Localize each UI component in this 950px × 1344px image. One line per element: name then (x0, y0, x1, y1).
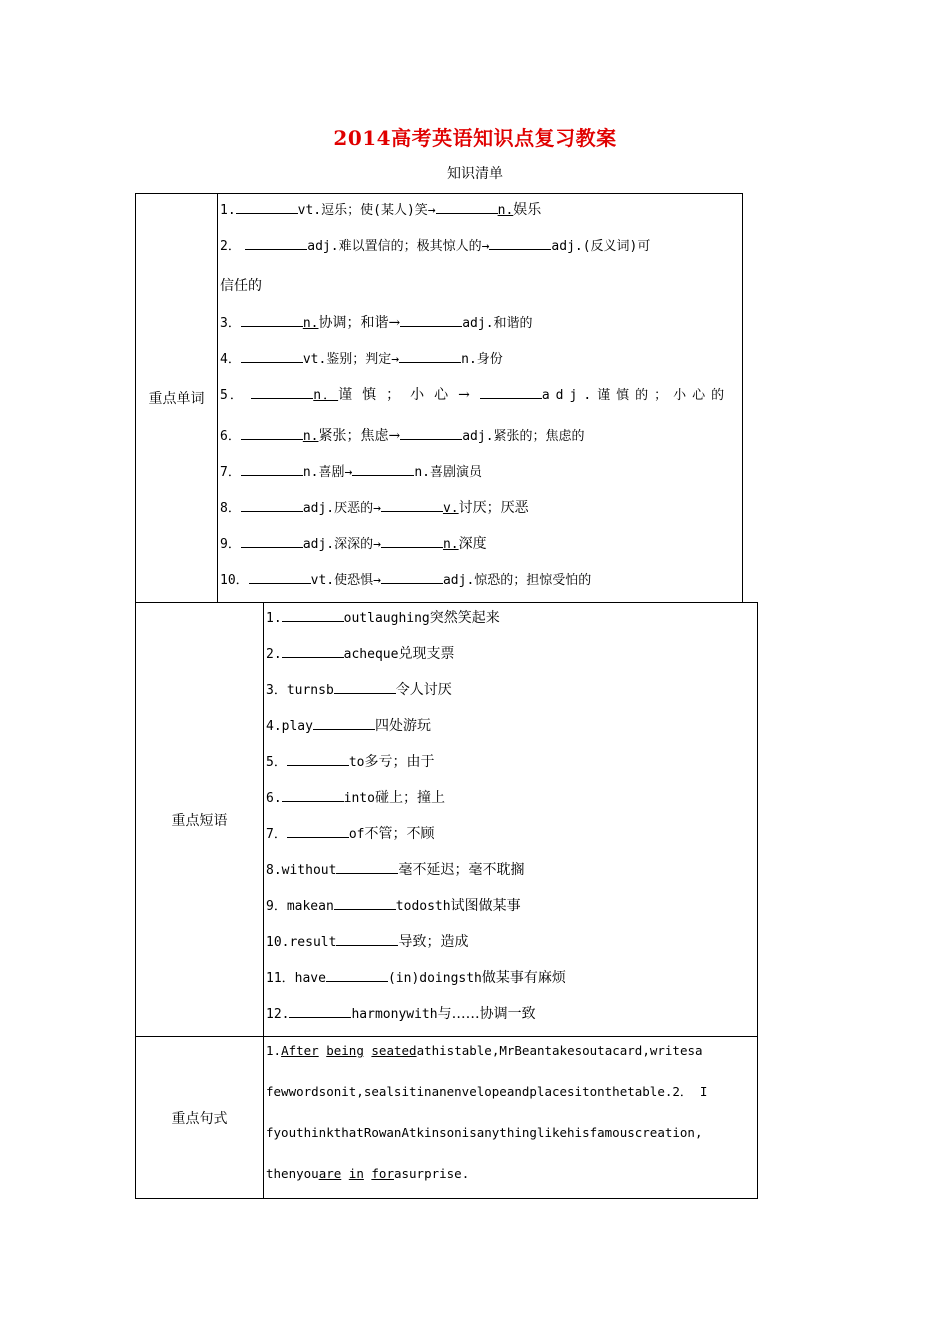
word-line-2-cont: 信任的 (220, 278, 262, 294)
answer-blank[interactable] (400, 313, 462, 327)
word-line-4: 4． vt.鉴别；判定→ n.身份 (220, 349, 503, 369)
key-phrases-content (264, 603, 757, 1036)
sentence-line-3: fyouthinkthatRowanAtkinsonisanythinglikehisfamouscreation, (266, 1125, 703, 1140)
answer-blank[interactable] (241, 313, 303, 327)
phrase-line-8: 8.without 毫不延迟；毫不耽搁 (266, 862, 525, 878)
answer-blank[interactable] (381, 534, 443, 548)
key-phrases-label: 重点短语 (136, 603, 264, 1036)
phrase-line-2: 2. acheque兑现支票 (266, 646, 455, 662)
document-title: 2014高考英语知识点复习教案 (333, 126, 617, 150)
word-line-3: 3． n.协调；和谐→ adj.和谐的 (220, 315, 533, 331)
phrase-line-10: 10.result 导致；造成 (266, 934, 469, 950)
word-line-6: 6． n.紧张；焦虑→ adj.紧张的；焦虑的 (220, 428, 585, 444)
key-words-label: 重点单词 (136, 194, 218, 602)
answer-blank[interactable] (334, 680, 396, 694)
phrase-line-12: 12. harmonywith与……协调一致 (266, 1006, 536, 1022)
answer-blank[interactable] (287, 752, 349, 766)
answer-blank[interactable] (241, 498, 303, 512)
phrase-line-1: 1. outlaughing突然笑起来 (266, 610, 500, 626)
answer-blank[interactable] (249, 570, 311, 584)
phrase-line-3: 3．turnsb 令人讨厌 (266, 682, 452, 698)
phrase-line-7: 7． of不管；不顾 (266, 826, 435, 842)
answer-blank[interactable] (282, 608, 344, 622)
answer-blank[interactable] (282, 788, 344, 802)
answer-blank[interactable] (489, 236, 551, 250)
answer-blank[interactable] (436, 200, 498, 214)
phrase-line-5: 5． to多亏；由于 (266, 754, 435, 770)
word-line-8: 8． adj.厌恶的→ v.讨厌；厌恶 (220, 500, 529, 516)
answer-blank[interactable] (352, 462, 414, 476)
key-sentences-section (135, 1036, 758, 1199)
answer-blank[interactable] (381, 570, 443, 584)
answer-blank[interactable] (399, 349, 461, 363)
sentence-line-1: 1.After being seatedathistable,MrBeantakesoutacard,writesa (266, 1043, 703, 1058)
answer-blank[interactable] (251, 385, 313, 399)
phrase-line-6: 6. into碰上；撞上 (266, 790, 445, 806)
answer-blank[interactable] (241, 349, 303, 363)
key-phrases-section (135, 602, 758, 1037)
answer-blank[interactable] (241, 534, 303, 548)
answer-blank[interactable] (326, 968, 388, 982)
answer-blank[interactable] (480, 385, 542, 399)
answer-blank[interactable] (289, 1004, 351, 1018)
answer-blank[interactable] (241, 462, 303, 476)
answer-blank[interactable] (236, 200, 298, 214)
answer-blank[interactable] (245, 236, 307, 250)
key-words-section (135, 193, 743, 603)
document-subtitle: 知识清单 (447, 166, 503, 182)
answer-blank[interactable] (313, 716, 375, 730)
sentence-line-2: fewwordsonit,sealsitinanenvelopeandplacesitonthetable.2． I (266, 1084, 708, 1099)
key-sentences-content (264, 1037, 757, 1198)
key-words-content (218, 194, 742, 602)
answer-blank[interactable] (336, 860, 398, 874)
key-sentences-label: 重点句式 (136, 1037, 264, 1198)
answer-blank[interactable] (287, 824, 349, 838)
answer-blank[interactable] (381, 498, 443, 512)
word-line-9: 9． adj.深深的→ n.深度 (220, 536, 487, 552)
word-line-7: 7． n.喜剧→ n.喜剧演员 (220, 462, 482, 482)
word-line-1: 1. vt.逗乐；使(某人)笑→ n.娱乐 (220, 202, 542, 218)
answer-blank[interactable] (282, 644, 344, 658)
phrase-line-11: 11．have (in)doingsth做某事有麻烦 (266, 970, 566, 986)
word-line-5: 5． n．谨慎；小心→ adj.谨慎的；小心的 (220, 387, 731, 403)
answer-blank[interactable] (400, 426, 462, 440)
phrase-line-9: 9．makean todosth试图做某事 (266, 898, 521, 914)
phrase-line-4: 4.play 四处游玩 (266, 718, 431, 734)
answer-blank[interactable] (241, 426, 303, 440)
sentence-line-4: thenyouare in forasurprise. (266, 1166, 470, 1181)
word-line-10: 10． vt.使恐惧→ adj.惊恐的；担惊受怕的 (220, 570, 591, 590)
word-line-2: 2． adj.难以置信的；极其惊人的→ adj.(反义词)可 (220, 236, 650, 256)
answer-blank[interactable] (334, 896, 396, 910)
answer-blank[interactable] (336, 932, 398, 946)
